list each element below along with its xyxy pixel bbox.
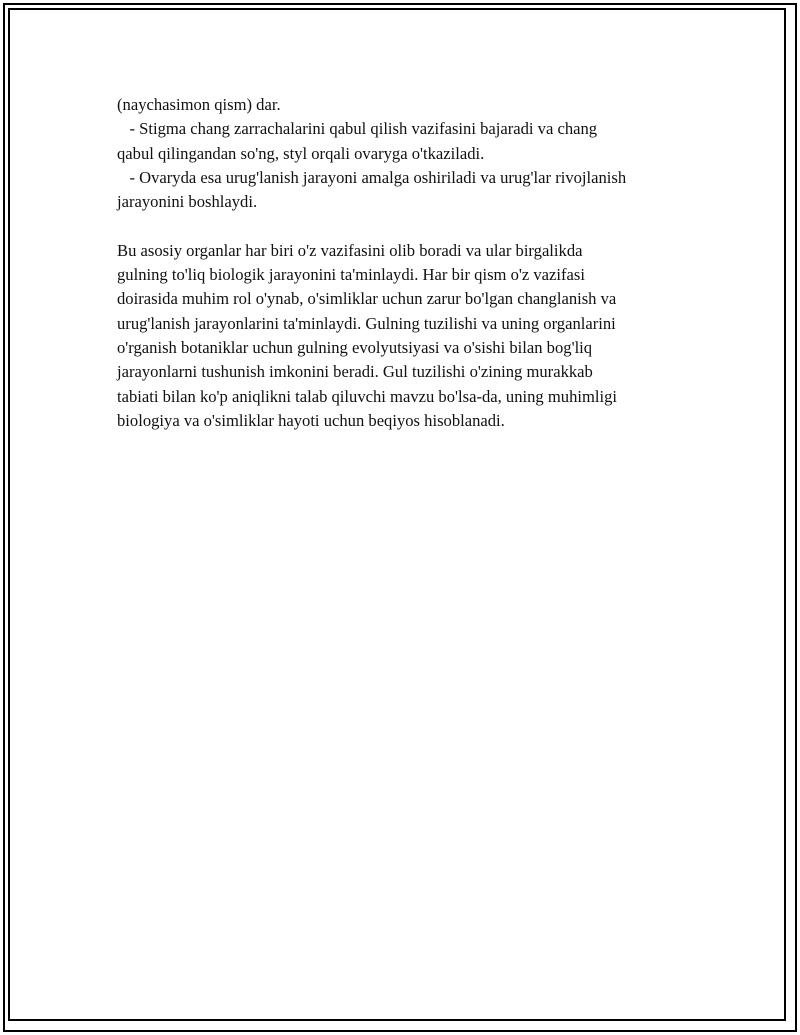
text-line: - Stigma chang zarrachalarini qabul qilish vazifasini bajaradi va chang [117,119,598,139]
text-line: biologiya va o'simliklar hayoti uchun beqiyos hisoblanadi. [117,410,505,430]
text-line: jarayonlarni tushunish imkonini beradi. Gul tuzilishi o'zining murakkab [117,362,593,382]
text-line: gulning to'liq biologik jarayonini ta'minlaydi. Har bir qism o'z vazifasi [117,265,585,285]
text-line: doirasida muhim rol o'ynab, o'simliklar uchun zarur bo'lgan changlanish va [117,289,617,309]
text-line: urug'lanish jarayonlarini ta'minlaydi. Gulning tuzilishi va uning organlarini [117,313,616,333]
paragraph-flower-organs-list [117,93,697,214]
text-line: - Ovaryda esa urug'lanish jarayoni amalga oshiriladi va urug'lar rivojlanish [117,167,627,187]
paragraph-gap [117,214,697,238]
text-line: (naychasimon qism) dar. [117,95,281,114]
text-line: Bu asosiy organlar har biri o'z vazifasini olib boradi va ular birgalikda [117,240,583,260]
text-line: qabul qilingandan so'ng, styl orqali ovaryga o'tkaziladi. [117,143,485,163]
text-line: jarayonini boshlaydi. [117,192,258,212]
text-line: tabiati bilan ko'p aniqlikni talab qiluvchi mavzu bo'lsa-da, uning muhimligi [117,386,618,406]
document-body [117,93,697,433]
text-line: o'rganish botaniklar uchun gulning evolyutsiyasi va o'sishi bilan bog'liq [117,337,593,357]
paragraph-summary [117,239,697,433]
